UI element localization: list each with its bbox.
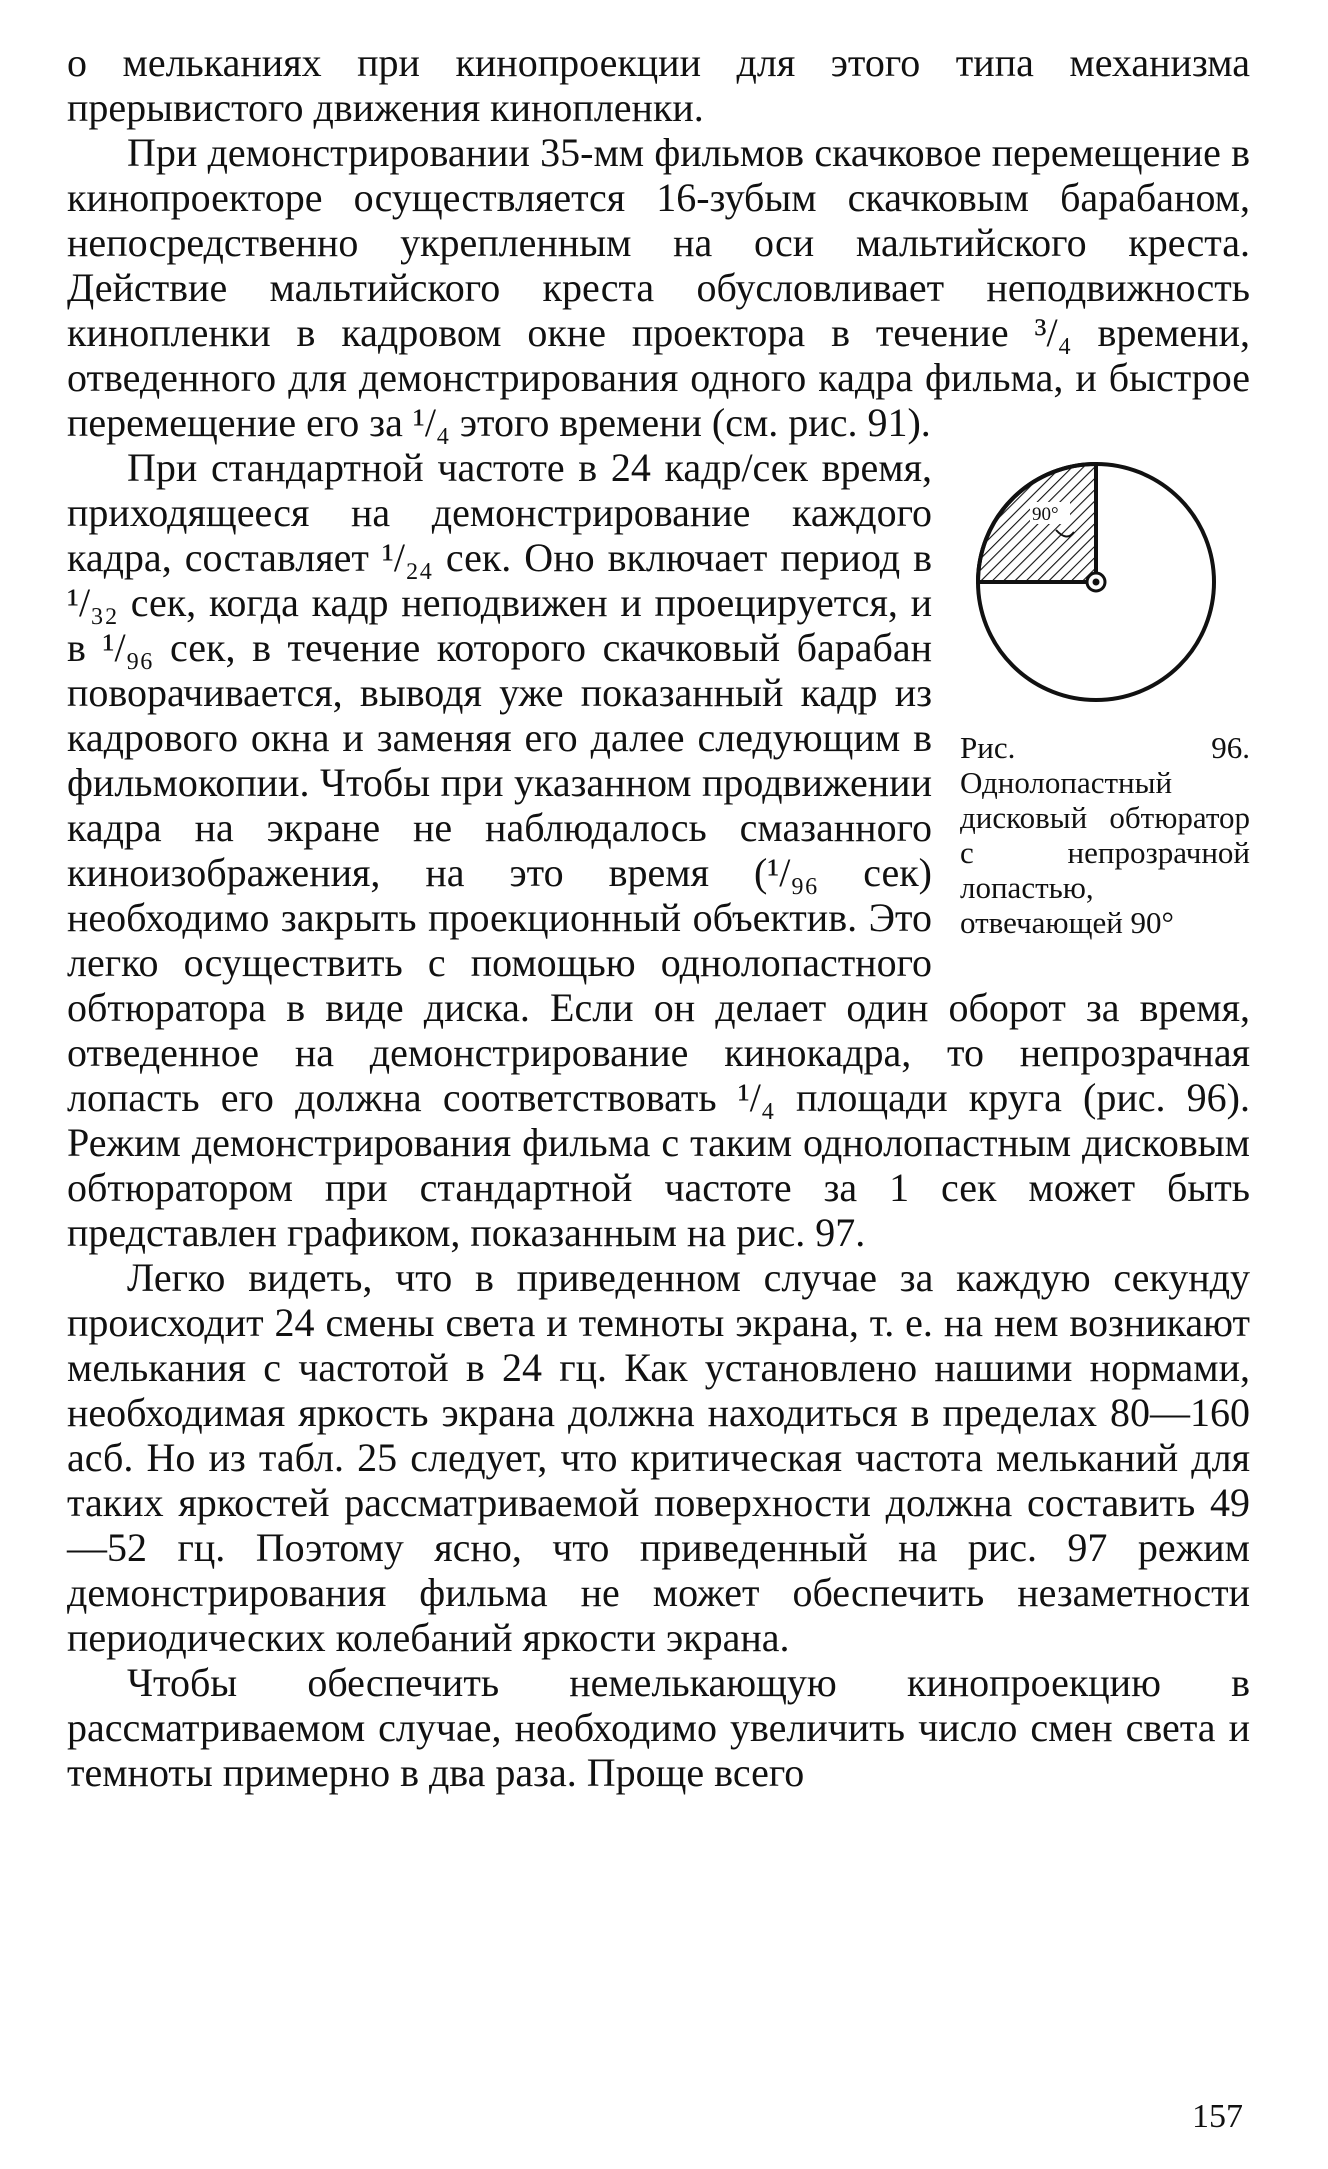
paragraph-3: При стандартной частоте в 24 кадр/сек время, приходящееся на демонстрирование каждого кадра, составляет ¹/₂₄ сек. Оно включает период в ¹/₃₂ сек, когда кадр неподвижен и проецируется, и в ¹/₉₆ сек, в течение которого скачковый барабан поворачивается, выводя уже показанный кадр из кадрового окна и заменяя его далее следующим в фильмокопии. Чтобы при указанном продвижении кадра на экране не наблюдалось смазанного киноизображения, на это время (¹/₉₆ сек) необходимо закрыть проекционный объектив. Это легко осуществить с помощью однолопастного обтюратора в виде диска. Если он делает один оборот за время, отведенное на демонстрирование кинокадра, то непрозрачная лопасть его должна соответствовать ¹/₄ площади круга (рис. 96). Режим демонстрирования фильма с таким однолопастным дисковым обтюратором при стандартной частоте за 1 сек может быть представлен графиком, показанным на рис. 97.	[67, 445, 1250, 1255]
figure-96	[960, 450, 1250, 940]
paragraph-5: Чтобы обеспечить немелькающую кинопроекцию в рассматриваемом случае, необходимо увеличить число смен света и темноты примерно в два раза. Проще всего	[67, 1660, 1250, 1795]
paragraph-4: Легко видеть, что в приведенном случае за каждую секунду происходит 24 смены света и темноты экрана, т. е. на нем возникают мелькания с частотой в 24 гц. Как установлено нашими нормами, необходимая яркость экрана должна находиться в пределах 80—160 асб. Но из табл. 25 следует, что критическая частота мельканий для таких яркостей рассматриваемой поверхности должна составить 49—52 гц. Поэтому ясно, что приведенный на рис. 97 режим демонстрирования фильма не может обеспечить незаметности периодических колебаний яркости экрана.	[67, 1255, 1250, 1660]
paragraph-1: о мельканиях при кинопроекции для этого типа механизма прерывистого движения кинопленки.	[67, 40, 1250, 130]
axis-center	[1093, 579, 1100, 586]
text-column	[67, 40, 1250, 1795]
paragraph-2-text: При демонстрировании 35-мм фильмов скачковое перемещение в кинопроекторе осуществляется 16-зубым скачковым барабаном, непосредственно укрепленным на оси мальтийского креста. Действие мальтийского креста обусловливает неподвижность кинопленки в кадровом окне проектора в течение ³/₄ времени, отведенного для демонстрирования одного кадра фильма, и быстрое перемещение его за ¹/₄ этого времени (см. рис. 91).	[67, 130, 1250, 445]
figure-caption: Рис. 96. Однолопастный дисковый обтюратор с непрозрачной лопастью, отвечающей 90°	[960, 730, 1250, 940]
page-number: 157	[1192, 2098, 1243, 2135]
paragraph-2	[67, 130, 1250, 445]
angle-label: 90°	[1032, 504, 1059, 525]
shutter-disk-diagram	[964, 450, 1234, 720]
